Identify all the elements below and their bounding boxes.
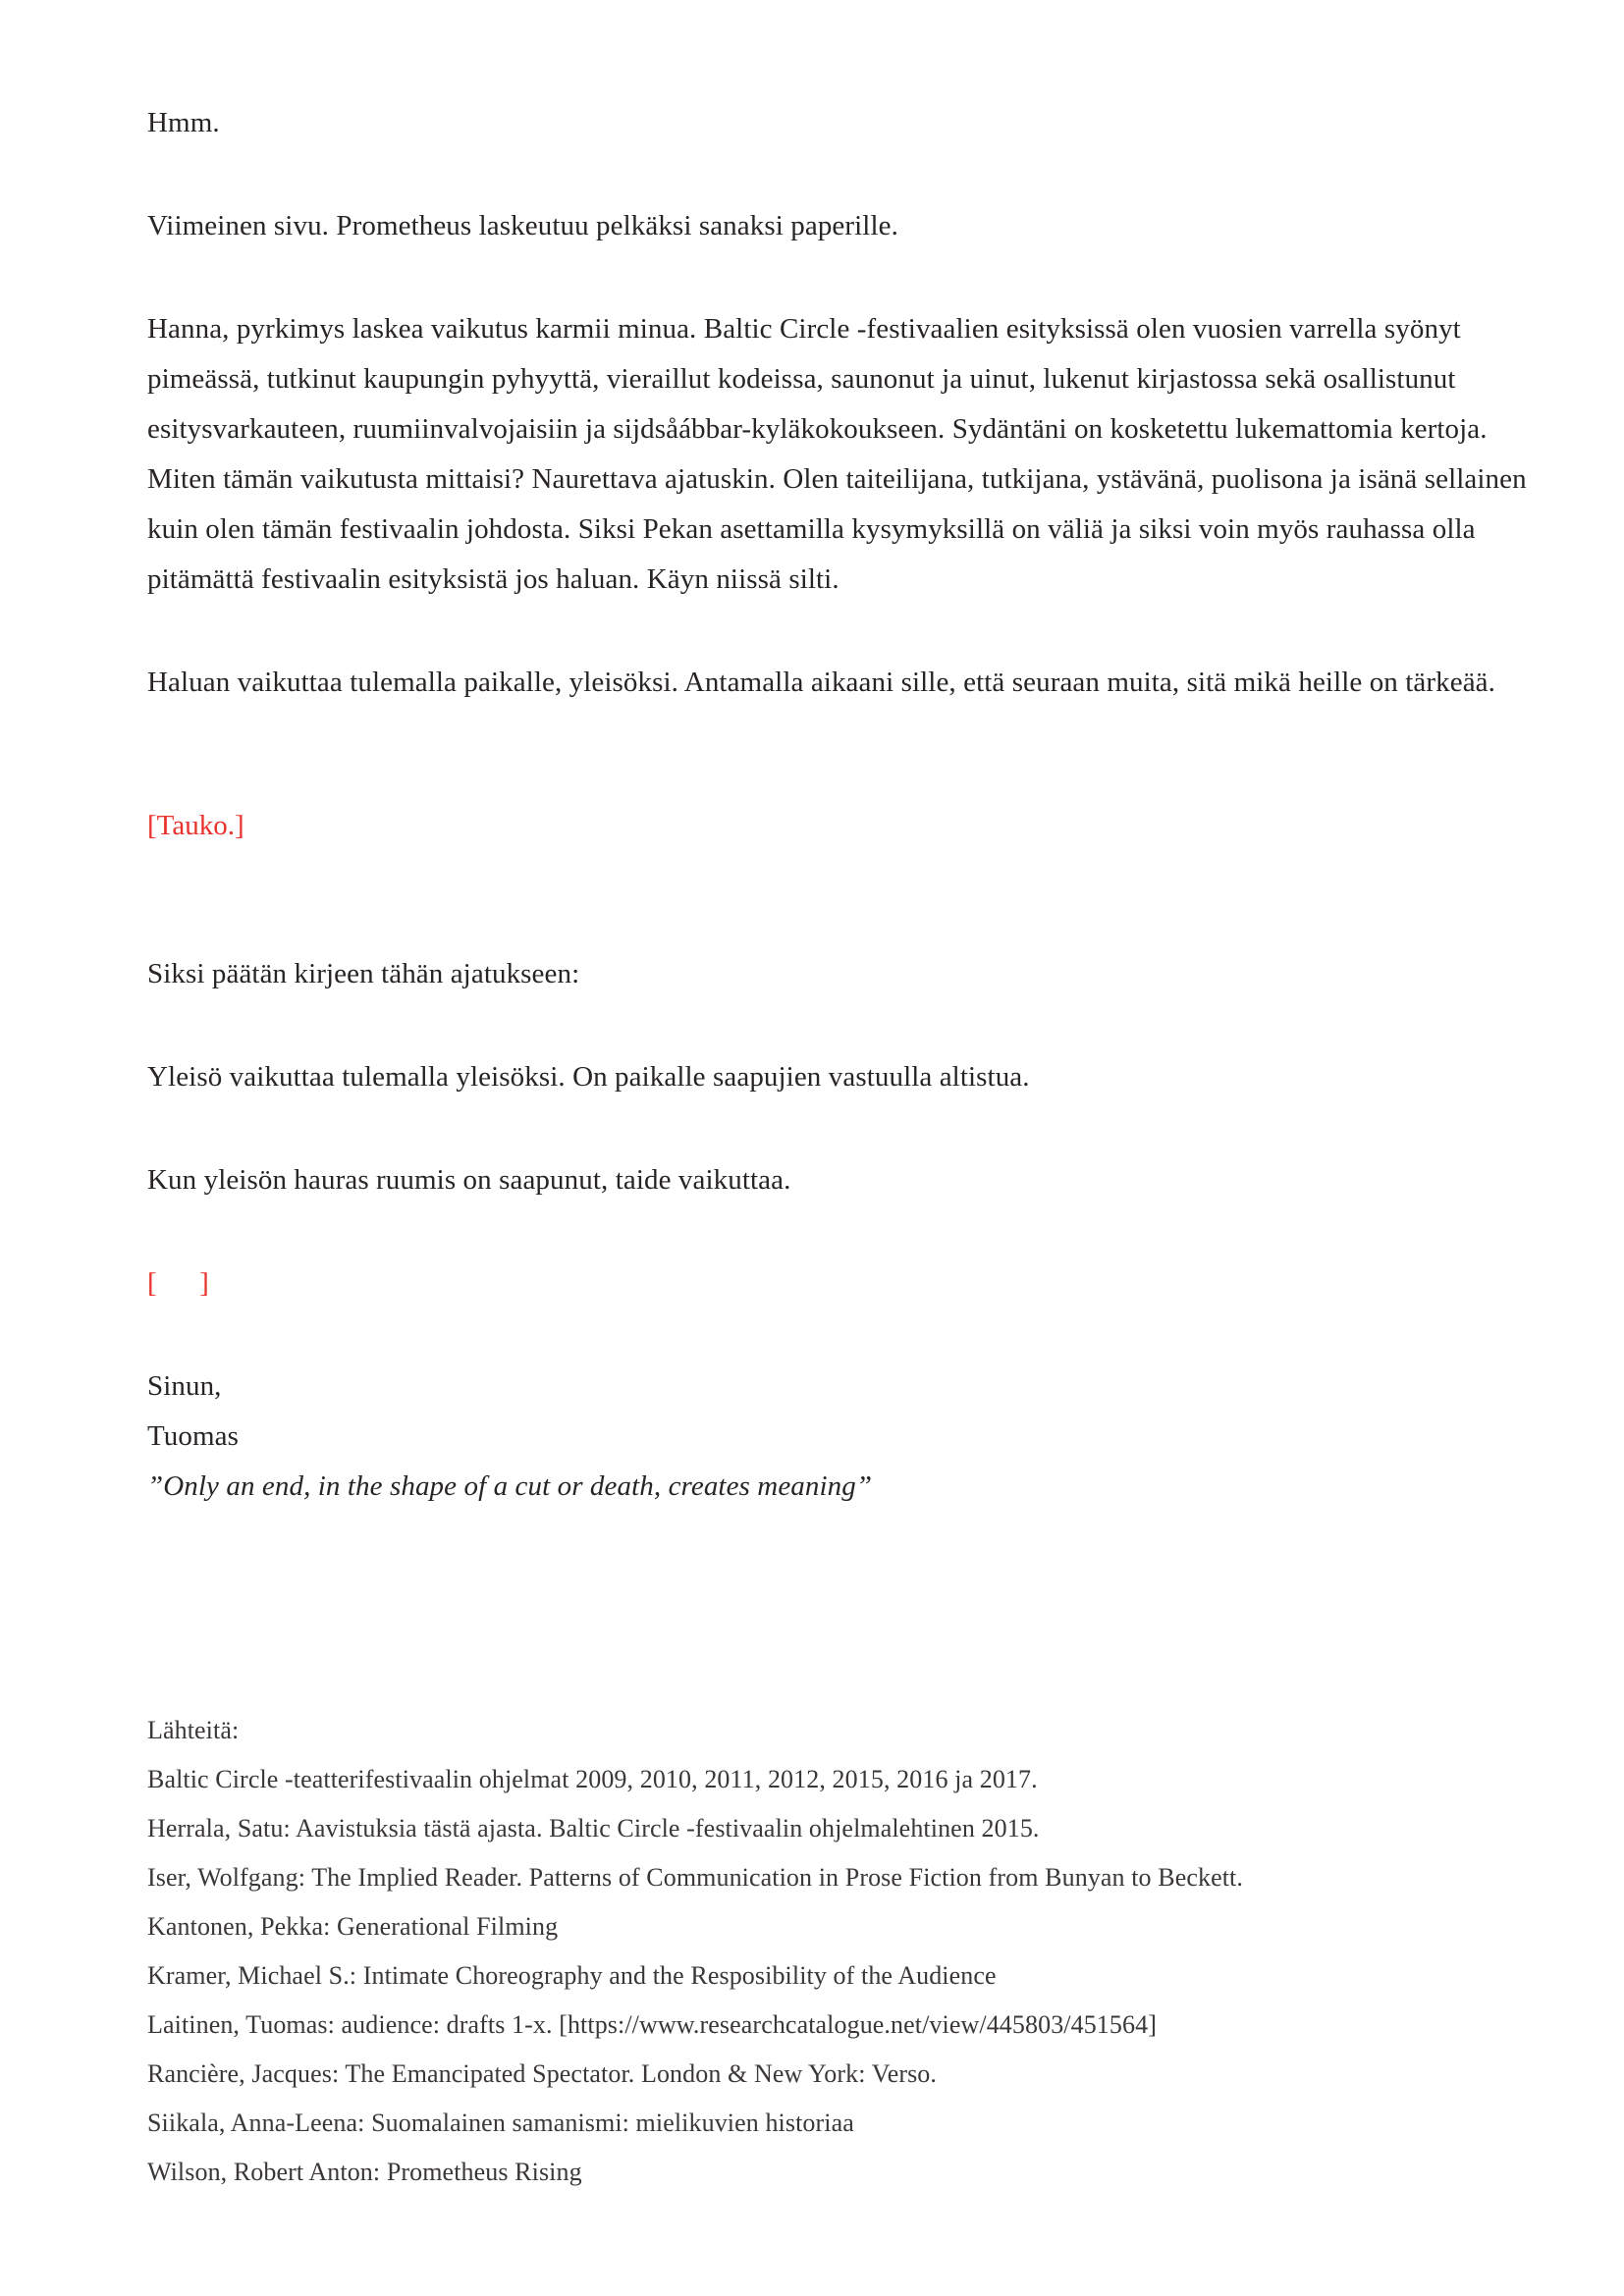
letter-paragraph-last-page: Viimeinen sivu. Prometheus laskeutuu pelkäksi sanaksi paperille. [147,210,898,241]
reference-item: Rancière, Jacques: The Emancipated Spectator. London & New York: Verso. [147,2059,938,2088]
references-section [147,1706,1534,2197]
reference-item: Herrala, Satu: Aavistuksia tästä ajasta. Baltic Circle -festivaalin ohjelmalehtinen 2015. [147,1814,1040,1842]
letter-paragraph-yleiso: Yleisö vaikuttaa tulemalla yleisöksi. On paikalle saapujien vastuulla altistua. [147,1061,1030,1093]
letter-paragraph-kun: Kun yleisön hauras ruumis on saapunut, taide vaikuttaa. [147,1164,791,1196]
pause-marker-empty: [ ] [147,1267,209,1299]
signoff-block [147,1362,1534,1512]
reference-item: Wilson, Robert Anton: Prometheus Rising [147,2158,582,2186]
signoff-line-sinun: Sinun, [147,1370,222,1402]
reference-item: Baltic Circle -teatterifestivaalin ohjelmat 2009, 2010, 2011, 2012, 2015, 2016 ja 2017. [147,1765,1038,1793]
reference-item: Kramer, Michael S.: Intimate Choreography and the Resposibility of the Audience [147,1961,997,1990]
reference-item: Kantonen, Pekka: Generational Filming [147,1912,559,1941]
letter-paragraph-haluan: Haluan vaikuttaa tulemalla paikalle, yleisöksi. Antamalla aikaani sille, että seuraan muita, sitä mikä heille on tärkeää. [147,667,1496,698]
letter-paragraph-siksi: Siksi päätän kirjeen tähän ajatukseen: [147,958,580,989]
reference-item: Siikala, Anna-Leena: Suomalainen samanismi: mielikuvien historiaa [147,2109,854,2137]
pause-marker-tauko: [Tauko.] [147,810,244,841]
closing-quote: ”Only an end, in the shape of a cut or death, creates meaning” [147,1470,873,1502]
reference-item: Laitinen, Tuomas: audience: drafts 1-x. [https://www.researchcatalogue.net/view/445803/451564] [147,2010,1157,2039]
letter-paragraph-hanna: Hanna, pyrkimys laskea vaikutus karmii minua. Baltic Circle -festivaalien esityksissä olen vuosien varrella syönyt pimeässä, tutkinut kaupungin pyhyyttä, vieraillut kodeissa, saunonut ja uinut, lukenut kirjastossa sekä osallistunut esitysvarkauteen, ruumiinvalvojaisiin ja sijdsåábbar-kyläkokoukseen. Sydäntäni on kosketettu lukemattomia kertoja. Miten tämän vaikutusta mittaisi? Naurettava ajatuskin. Olen taiteilijana, tutkijana, ystävänä, puolisona ja isänä sellainen kuin olen tämän festivaalin johdosta. Siksi Pekan asettamilla kysymyksillä on väliä ja siksi voin myös rauhassa olla pitämättä festivaalin esityksistä jos haluan. Käyn niissä silti. [147,313,1527,595]
signoff-line-tuomas: Tuomas [147,1420,240,1452]
references-heading: Lähteitä: [147,1716,240,1744]
letter-paragraph-hmm: Hmm. [147,107,220,138]
reference-item: Iser, Wolfgang: The Implied Reader. Patterns of Communication in Prose Fiction from Bunyan to Beckett. [147,1863,1243,1892]
